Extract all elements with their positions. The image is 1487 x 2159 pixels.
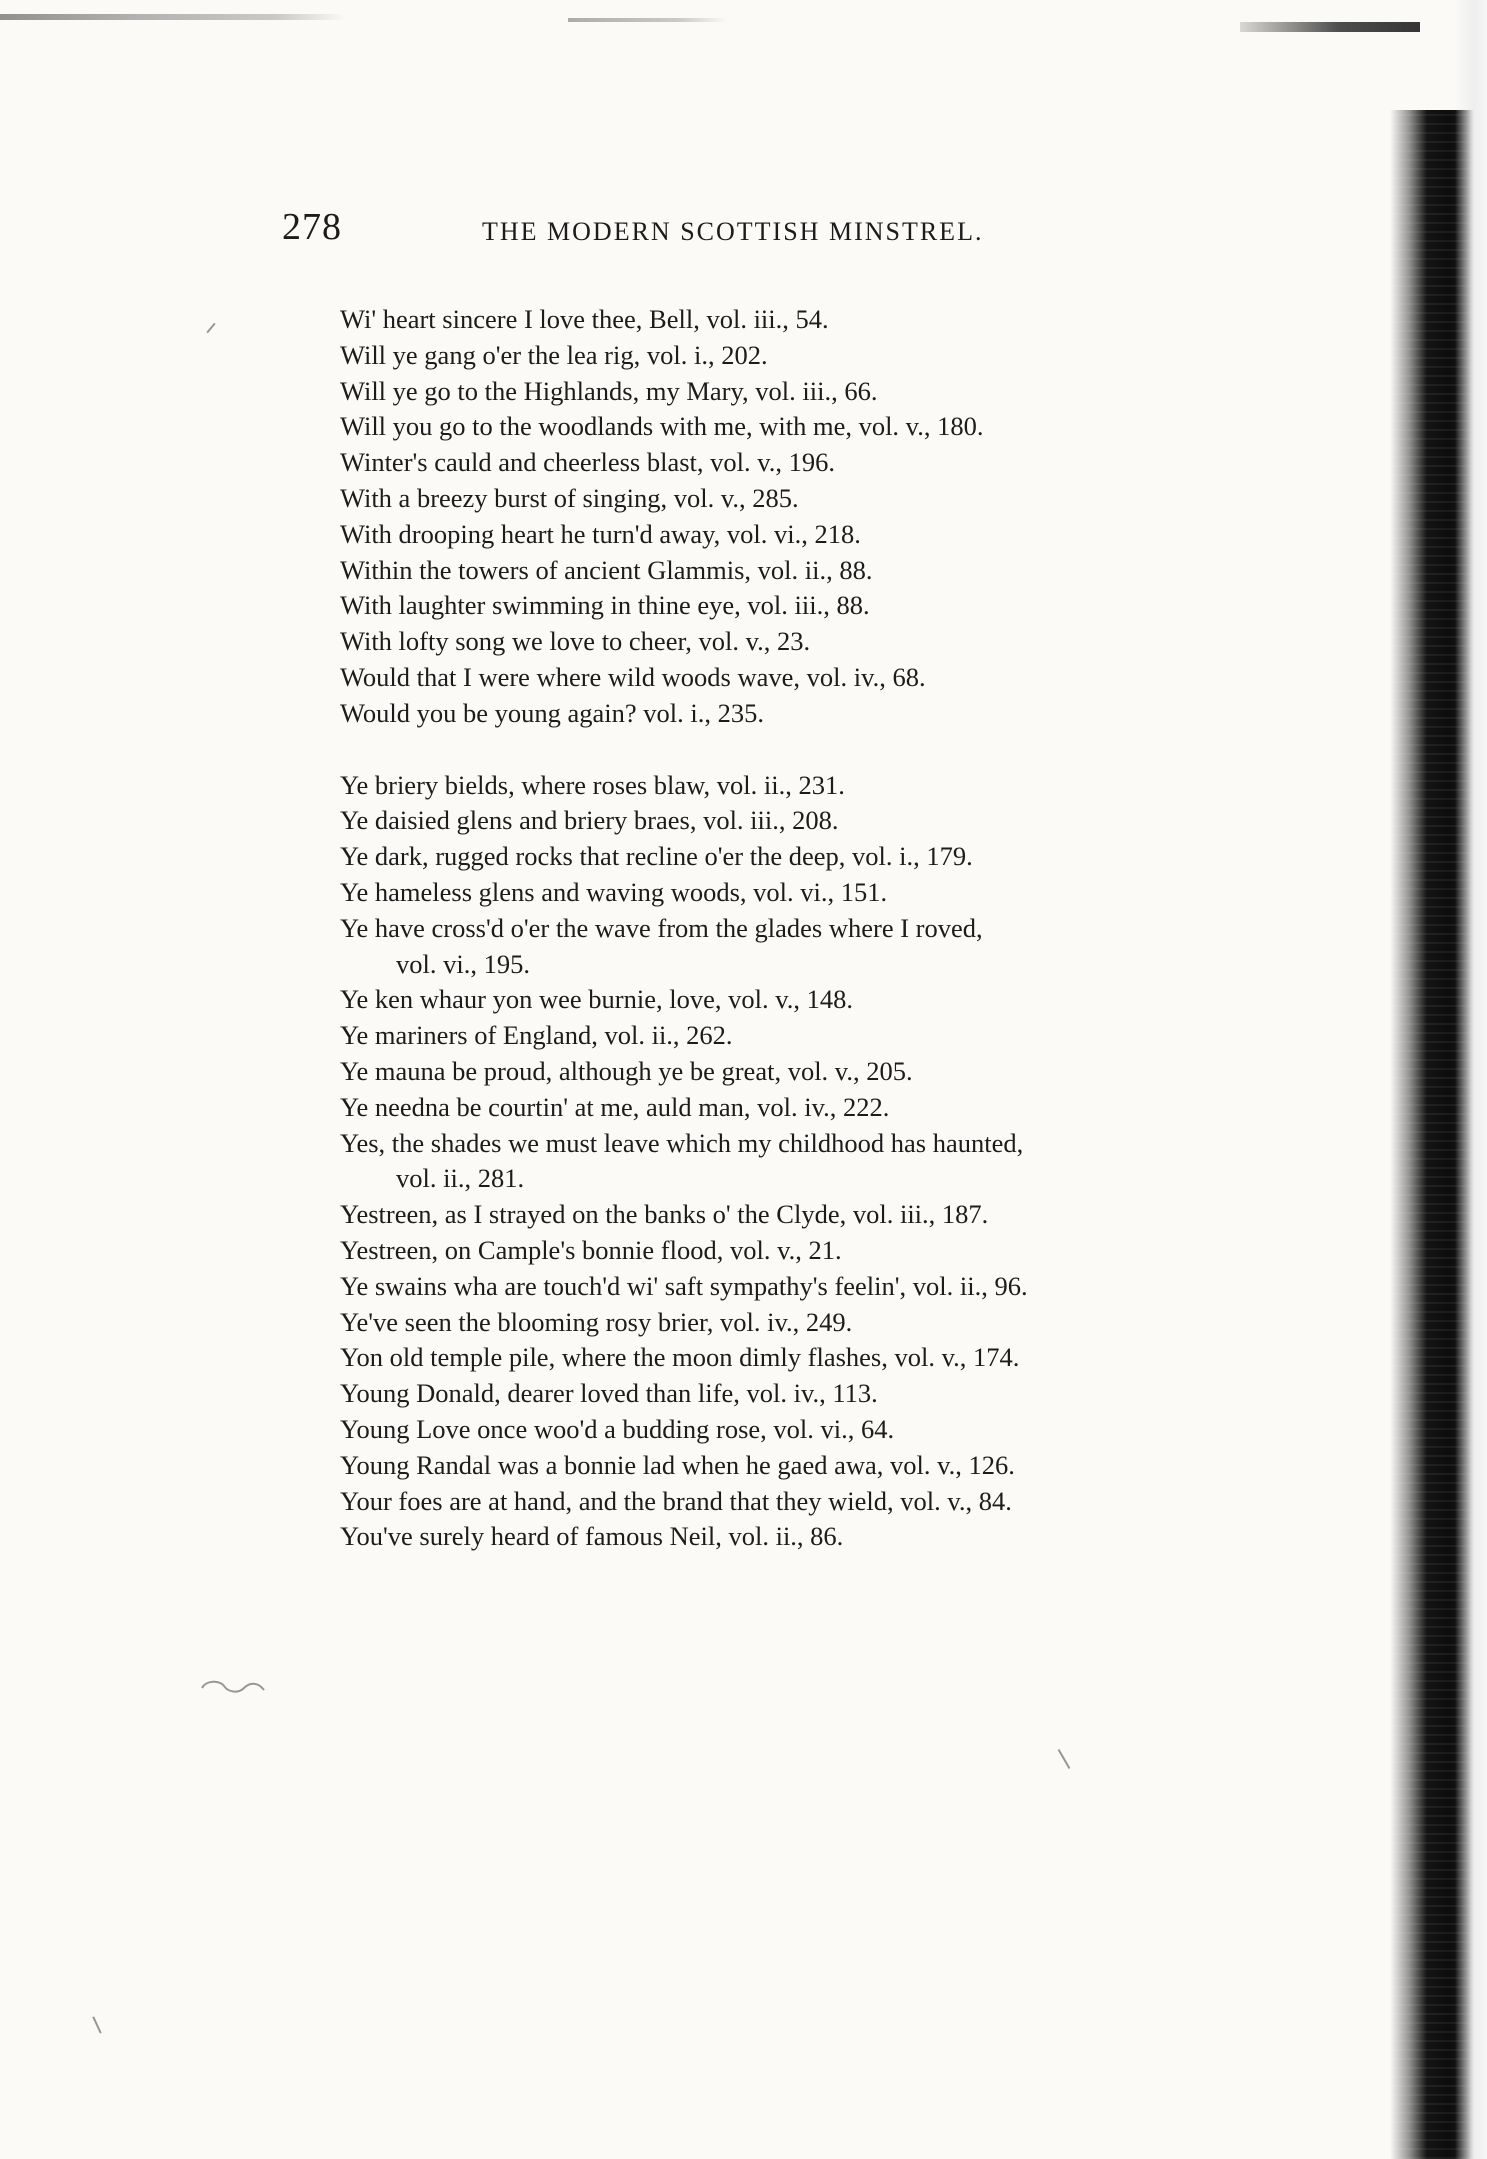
index-entry: Will ye go to the Highlands, my Mary, vol. iii., 66. [340, 375, 878, 406]
index-entry-continuation: vol. ii., 281. [396, 1163, 525, 1194]
index-entry: Winter's cauld and cheerless blast, vol. v., 196. [340, 447, 836, 478]
page-edge [1455, 0, 1487, 2159]
index-entry: With lofty song we love to cheer, vol. v., 23. [340, 626, 811, 657]
index-entry: With drooping heart he turn'd away, vol. vi., 218. [340, 518, 861, 549]
index-of-first-lines [340, 302, 1240, 1555]
index-entry: Will ye gang o'er the lea rig, vol. i., 202. [340, 339, 768, 370]
stray-ink-mark [1058, 1749, 1071, 1769]
index-entry: Ye briery bields, where roses blaw, vol. ii., 231. [340, 769, 845, 800]
page-header [282, 205, 1382, 265]
section-gap [340, 732, 1240, 768]
index-entry: With a breezy burst of singing, vol. v., 285. [340, 482, 799, 513]
index-entry: Ye needna be courtin' at me, auld man, vol. iv., 222. [340, 1091, 890, 1122]
stray-ink-mark [92, 2016, 101, 2033]
index-entry: Ye mariners of England, vol. ii., 262. [340, 1020, 733, 1051]
index-entry: Yes, the shades we must leave which my childhood has haunted, [340, 1127, 1024, 1158]
index-entry: Ye dark, rugged rocks that recline o'er the deep, vol. i., 179. [340, 841, 973, 872]
index-entry: Yon old temple pile, where the moon dimly flashes, vol. v., 174. [340, 1342, 1020, 1373]
index-entry: Ye ken whaur yon wee burnie, love, vol. v., 148. [340, 984, 853, 1015]
index-entry: Would you be young again? vol. i., 235. [340, 697, 765, 728]
index-entry: Your foes are at hand, and the brand that they wield, vol. v., 84. [340, 1485, 1012, 1516]
index-entry: You've surely heard of famous Neil, vol. ii., 86. [340, 1521, 844, 1552]
index-entry: Yestreen, on Cample's bonnie flood, vol. v., 21. [340, 1234, 842, 1265]
running-title: THE MODERN SCOTTISH MINSTREL. [482, 217, 984, 246]
index-entry-continuation: vol. vi., 195. [396, 948, 530, 979]
index-entry: Ye have cross'd o'er the wave from the glades where I roved, [340, 912, 983, 943]
scan-edge-artifact [1240, 22, 1420, 32]
index-entry: Will you go to the woodlands with me, with me, vol. v., 180. [340, 411, 984, 442]
index-entry: Young Love once woo'd a budding rose, vol. vi., 64. [340, 1413, 895, 1444]
index-entry: Wi' heart sincere I love thee, Bell, vol. iii., 54. [340, 304, 829, 334]
index-entry: Ye've seen the blooming rosy brier, vol. iv., 249. [340, 1306, 853, 1337]
index-entry: Young Donald, dearer loved than life, vol. iv., 113. [340, 1378, 878, 1409]
index-entry: Would that I were where wild woods wave, vol. iv., 68. [340, 661, 926, 692]
scan-edge-artifact [0, 14, 345, 20]
stray-ink-mark [198, 1678, 270, 1698]
index-entry: Ye daisied glens and briery braes, vol. iii., 208. [340, 805, 839, 836]
index-entry: Within the towers of ancient Glammis, vol. ii., 88. [340, 554, 873, 585]
index-entry: Ye mauna be proud, although ye be great, vol. v., 205. [340, 1055, 913, 1086]
index-entry: Yestreen, as I strayed on the banks o' the Clyde, vol. iii., 187. [340, 1199, 989, 1230]
index-entry: With laughter swimming in thine eye, vol. iii., 88. [340, 590, 870, 621]
index-entry: Ye hameless glens and waving woods, vol. vi., 151. [340, 876, 888, 907]
stray-ink-mark [206, 323, 215, 333]
index-entry: Ye swains wha are touch'd wi' saft sympathy's feelin', vol. ii., 96. [340, 1270, 1028, 1301]
index-entry: Young Randal was a bonnie lad when he gaed awa, vol. v., 126. [340, 1449, 1015, 1480]
page-number: 278 [282, 206, 342, 248]
scan-edge-artifact [568, 18, 728, 22]
